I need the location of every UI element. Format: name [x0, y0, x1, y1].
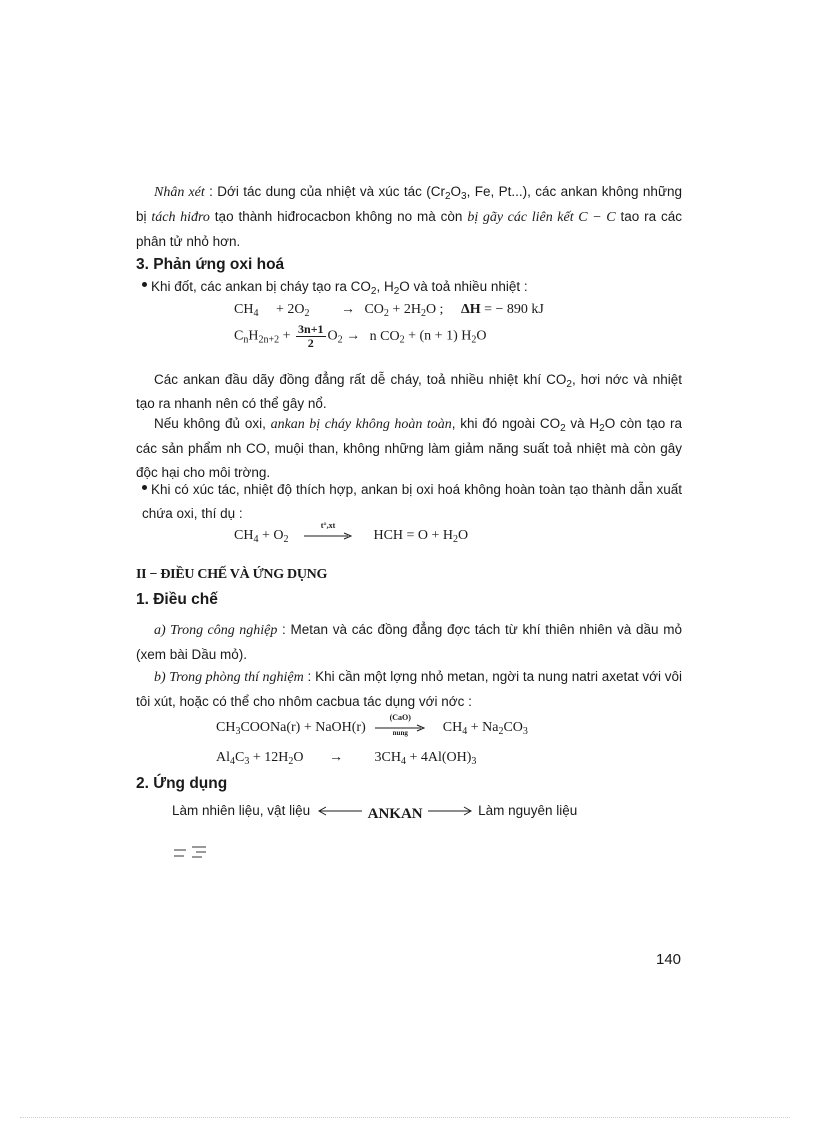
equation-alkane-combustion: $C_nH_{2n+2}$ + $\frac{3n+1}{2}$ $O_2 \to n$ $CO_2 + (n + 1)$ $H_2O$ — [234, 322, 487, 350]
arrow-with-catalyst-icon: t°,xt — [304, 529, 352, 543]
equation-aluminium-carbide: $Al_4C_3 + 12H_2O \to 3CH_4 + 4Al(OH)_3$ — [216, 750, 477, 767]
use-raw-material: Làm nguyên liệu — [478, 803, 578, 818]
bottom-divider — [20, 1117, 790, 1118]
arrow-right-icon — [428, 806, 472, 816]
equation-methane-combustion: $CH_4 + 2O_2 \to CO_2 + 2H_2O$ ; ΔH = − 890 kJ — [234, 302, 544, 319]
arrow-icon: → — [340, 302, 355, 317]
page-number: 140 — [656, 951, 682, 968]
ankan-label: ANKAN — [367, 806, 423, 822]
arrow-left-icon — [318, 806, 362, 816]
equation-sodium-acetate: $CH_3COONa(r)$ + NaOH(r) (CaO) nung $CH_4 + Na_2CO_3$ — [216, 712, 528, 737]
chapter-heading: II − ĐIỀU CHẾ VÀ ỨNG DỤNG — [136, 567, 328, 582]
applications-diagram — [172, 803, 577, 820]
paragraph-incomplete-combustion: Nếu không đủ oxi, ankan bị cháy không hoàn toàn, khi đó ngoài $CO_2$ và $H_2O$ còn tạo ra các sản phẩm nh CO, muội than, không những làm giảm năng suất toả nhiệt mà còn gây độc hại cho môi trờng. — [136, 416, 683, 480]
bullet-combustion: Khi đốt, các ankan bị cháy tạo ra $CO_2$, $H_2O$ và toả nhiều nhiệt : — [142, 275, 682, 299]
subheading-applications: 2. Ứng dụng — [136, 775, 228, 792]
decorative-mark-icon — [172, 842, 212, 862]
paragraph-early-alkanes: Các ankan đầu dãy đồng đẳng rất dễ cháy, toả nhiều nhiệt khí $CO_2$, hơi nớc và nhiệt tạo ra nhanh nên có thể gây nổ. — [136, 372, 682, 411]
arrow-with-catalyst-icon: (CaO) nung — [375, 721, 425, 735]
paragraph-industrial: a) Trong công nghiệp : Metan và các đồng đẳng đợc tách từ khí thiên nhiên và dầu mỏ (xem bài Dầu mỏ). — [136, 622, 682, 662]
bullet-icon — [142, 282, 147, 287]
bullet-partial-oxidation: Khi có xúc tác, nhiệt độ thích hợp, ankan bị oxi hoá không hoàn toàn tạo thành dẫn xuất chứa oxi, thí dụ : — [142, 482, 682, 521]
section-heading-oxidation: 3. Phản ứng oxi hoá — [136, 256, 285, 273]
use-fuel-material: Làm nhiên liệu, vật liệu — [172, 803, 311, 818]
fraction: $\frac{3n+1}{2}$ — [298, 322, 324, 350]
equation-partial-oxidation: $CH_4 + O_2$ t°,xt HCH = $O + H_2O$ — [234, 520, 469, 545]
bullet-icon — [142, 485, 147, 490]
paragraph-laboratory: b) Trong phòng thí nghiệm : Khi cần một lợng nhỏ metan, ngời ta nung natri axetat với vôi tôi xút, hoặc có thể cho nhôm cacbua tác dụng với nớc : — [136, 669, 682, 709]
nhan-xet-label: Nhân xét — [154, 185, 205, 200]
nhan-xet-paragraph: Nhân xét : Dới tác dung của nhiệt và xúc tác ($Cr_2O_3$, Fe, Pt...), các ankan không những bị tách hiđro tạo thành hiđrocacbon không no mà còn bị gãy các liên kết C − C tao ra các phân tử nhỏ hơn. — [136, 184, 682, 249]
arrow-icon: → — [346, 328, 361, 344]
subheading-preparation: 1. Điều chế — [136, 591, 218, 608]
arrow-icon: → — [328, 750, 343, 765]
